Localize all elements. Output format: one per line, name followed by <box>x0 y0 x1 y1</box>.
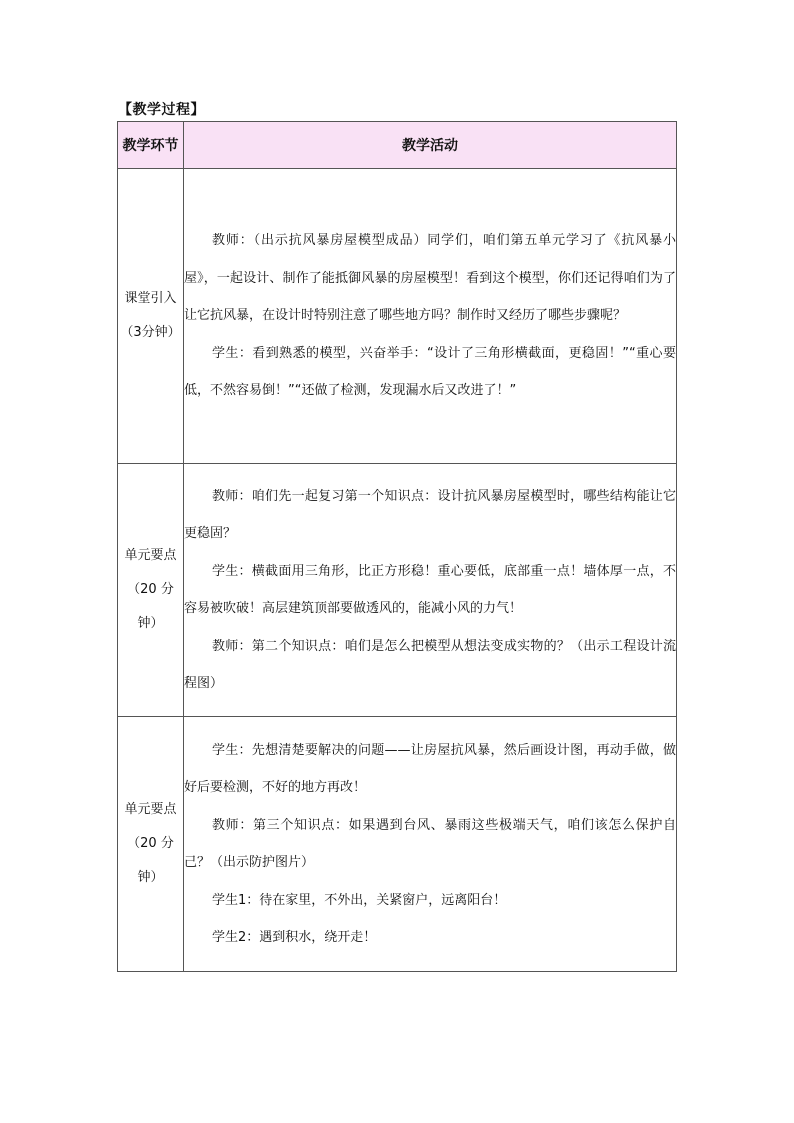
section-heading: 【教学过程】 <box>118 102 205 118</box>
table-row <box>118 169 677 464</box>
lesson-process-table <box>117 121 677 972</box>
activity-paragraph: 教师：第二个知识点：咱们是怎么把模型从想法变成实物的？（出示工程设计流程图） <box>184 638 676 691</box>
stage-cell <box>118 717 184 972</box>
header-activity: 教学活动 <box>184 122 677 169</box>
activity-paragraph: 学生：看到熟悉的模型，兴奋举手：“设计了三角形横截面，更稳固！”“重心要低，不然容易倒！”“还做了检测，发现漏水后又改进了！” <box>184 345 676 399</box>
stage-cell <box>118 169 184 464</box>
activity-cell <box>184 717 677 972</box>
stage-name: 课堂引入 <box>124 291 177 306</box>
stage-name: 单元要点 <box>124 548 177 563</box>
activity-paragraph: 教师：第三个知识点：如果遇到台风、暴雨这些极端天气，咱们该怎么保护自己？（出示防护图片） <box>184 817 676 870</box>
stage-duration: （20 分钟） <box>127 582 174 631</box>
activity-paragraph: 学生：横截面用三角形，比正方形稳！重心要低，底部重一点！墙体厚一点，不容易被吹破！高层建筑顶部要做透风的，能减小风的力气！ <box>184 563 676 616</box>
activity-cell <box>184 464 677 717</box>
activity-paragraph: 学生2：遇到积水，绕开走！ <box>212 930 377 945</box>
stage-duration: （3分钟） <box>120 325 181 340</box>
activity-paragraph: 教师：咱们先一起复习第一个知识点：设计抗风暴房屋模型时，哪些结构能让它更稳固？ <box>184 488 676 541</box>
table-row <box>118 464 677 717</box>
stage-cell <box>118 464 184 717</box>
header-stage: 教学环节 <box>118 122 184 169</box>
table-header-row <box>118 122 677 169</box>
stage-duration: （20 分钟） <box>127 836 174 885</box>
activity-paragraph: 学生1：待在家里，不外出，关紧窗户，远离阳台！ <box>212 892 507 908</box>
stage-name: 单元要点 <box>124 802 177 817</box>
activity-paragraph: 学生：先想清楚要解决的问题——让房屋抗风暴，然后画设计图，再动手做，做好后要检测，不好的地方再改！ <box>184 742 676 795</box>
activity-paragraph: 教师：（出示抗风暴房屋模型成品）同学们，咱们第五单元学习了《抗风暴小屋》，一起设计、制作了能抵御风暴的房屋模型！看到这个模型，你们还记得咱们为了让它抗风暴，在设计时特别注意了哪些地方吗？制作时又经历了哪些步骤呢？ <box>184 233 676 324</box>
activity-cell <box>184 169 677 464</box>
table-row <box>118 717 677 972</box>
